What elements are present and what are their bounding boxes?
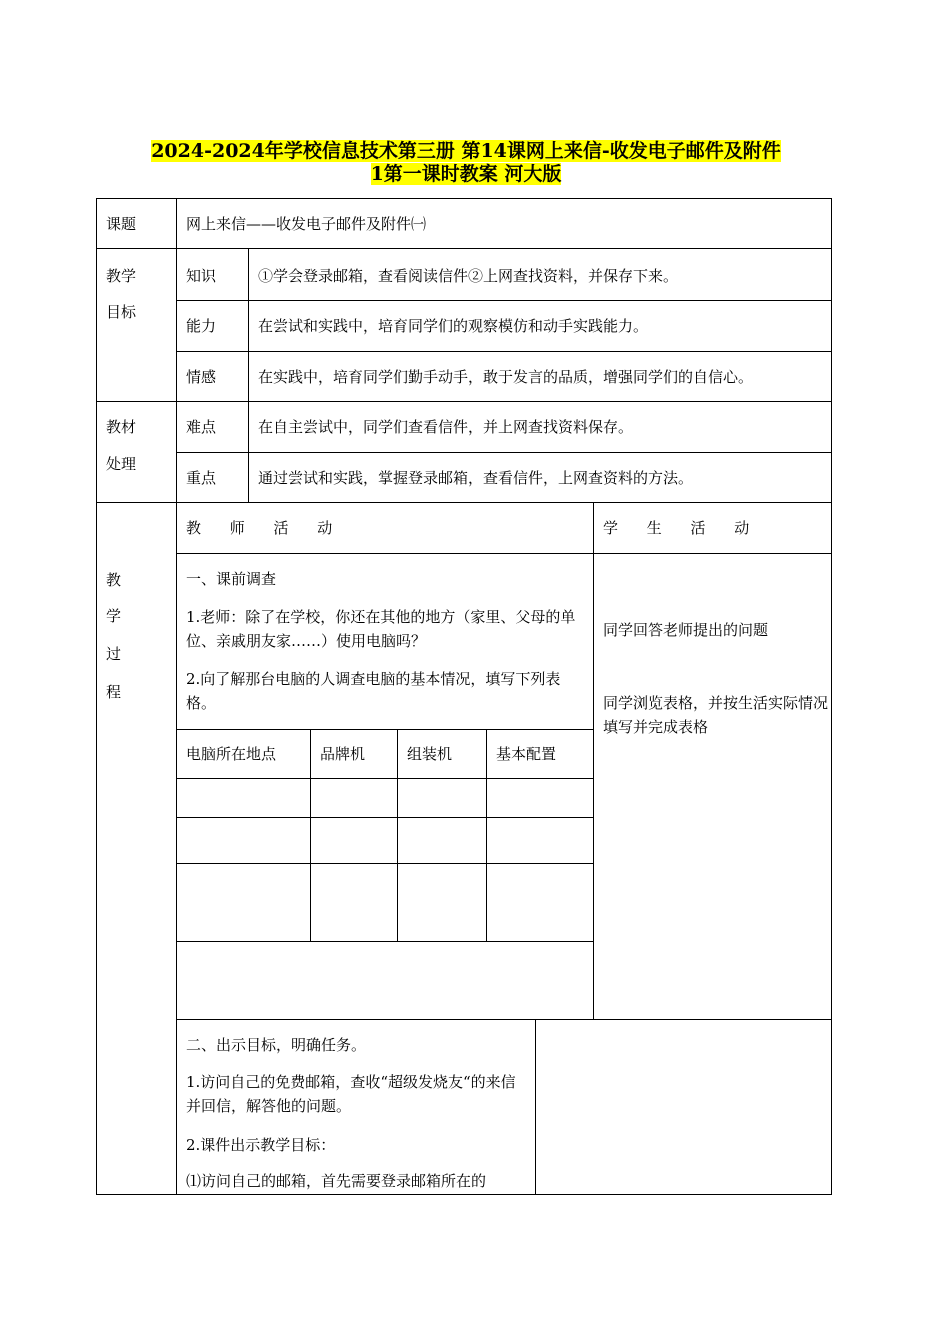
- survey-header-config: 基本配置: [496, 745, 557, 763]
- teacher-activity-header: 教 师 活 动: [186, 519, 345, 537]
- survey-header-assembled: 组装机: [407, 745, 453, 763]
- process-label-char: 学: [106, 607, 122, 625]
- process-label-char: 教: [106, 571, 122, 589]
- difficulty-value: 在自主尝试中，同学们查看信件，并上网查找资料保存。: [258, 418, 634, 436]
- section2-item2: 2.课件出示教学目标：: [186, 1136, 336, 1154]
- student-activity-header: 学 生 活 动: [603, 519, 762, 537]
- knowledge-label: 知识: [186, 267, 217, 285]
- title-line-2: 1第一课时教案 河大版: [370, 163, 562, 185]
- ability-value: 在尝试和实践中，培育同学们的观察模仿和动手实践能力。: [258, 317, 649, 335]
- section2-item1: 1.访问自己的免费邮箱，查收“超级发烧友“的来信并回信，解答他的问题。: [186, 1073, 516, 1115]
- section1-item2: 2.向了解那台电脑的人调查电脑的基本情况，填写下列表格。: [186, 670, 561, 712]
- goals-label-line1: 教学: [106, 267, 137, 285]
- survey-header-brand: 品牌机: [320, 745, 366, 763]
- goals-label-line2: 目标: [106, 303, 137, 321]
- focus-label: 重点: [186, 469, 217, 487]
- focus-value: 通过尝试和实践，掌握登录邮箱，查看信件，上网查资料的方法。: [258, 469, 694, 487]
- ability-label: 能力: [186, 317, 217, 335]
- section1-item1: 1.老师：除了在学校，你还在其他的地方（家里、父母的单位、亲戚朋友家……）使用电脑吗？: [186, 608, 576, 650]
- process-label-char: 过: [106, 645, 122, 663]
- emotion-value: 在实践中，培育同学们勤手动手，敢于发言的品质，增强同学们的自信心。: [258, 368, 754, 386]
- topic-value: 网上来信——收发电子邮件及附件㈠: [186, 215, 427, 233]
- section2-heading: 二、出示目标，明确任务。: [186, 1036, 367, 1054]
- document-title: [96, 140, 836, 186]
- material-label-line2: 处理: [106, 455, 137, 473]
- title-line-1: 2024-2024年学校信息技术第三册 第14课网上来信-收发电子邮件及附件: [151, 140, 781, 162]
- section2-item3: ⑴访问自己的邮箱，首先需要登录邮箱所在的: [186, 1172, 487, 1190]
- student-response-2: 同学浏览表格，并按生活实际情况填写并完成表格: [603, 694, 829, 736]
- emotion-label: 情感: [186, 368, 217, 386]
- section1-heading: 一、课前调查: [186, 570, 277, 588]
- knowledge-value: ①学会登录邮箱，查看阅读信件②上网查找资料，并保存下来。: [258, 267, 679, 285]
- topic-label: 课题: [106, 215, 137, 233]
- survey-header-location: 电脑所在地点: [186, 745, 277, 763]
- student-response-1: 同学回答老师提出的问题: [603, 621, 769, 639]
- material-label-line1: 教材: [106, 418, 137, 436]
- process-label-char: 程: [106, 683, 122, 701]
- difficulty-label: 难点: [186, 418, 217, 436]
